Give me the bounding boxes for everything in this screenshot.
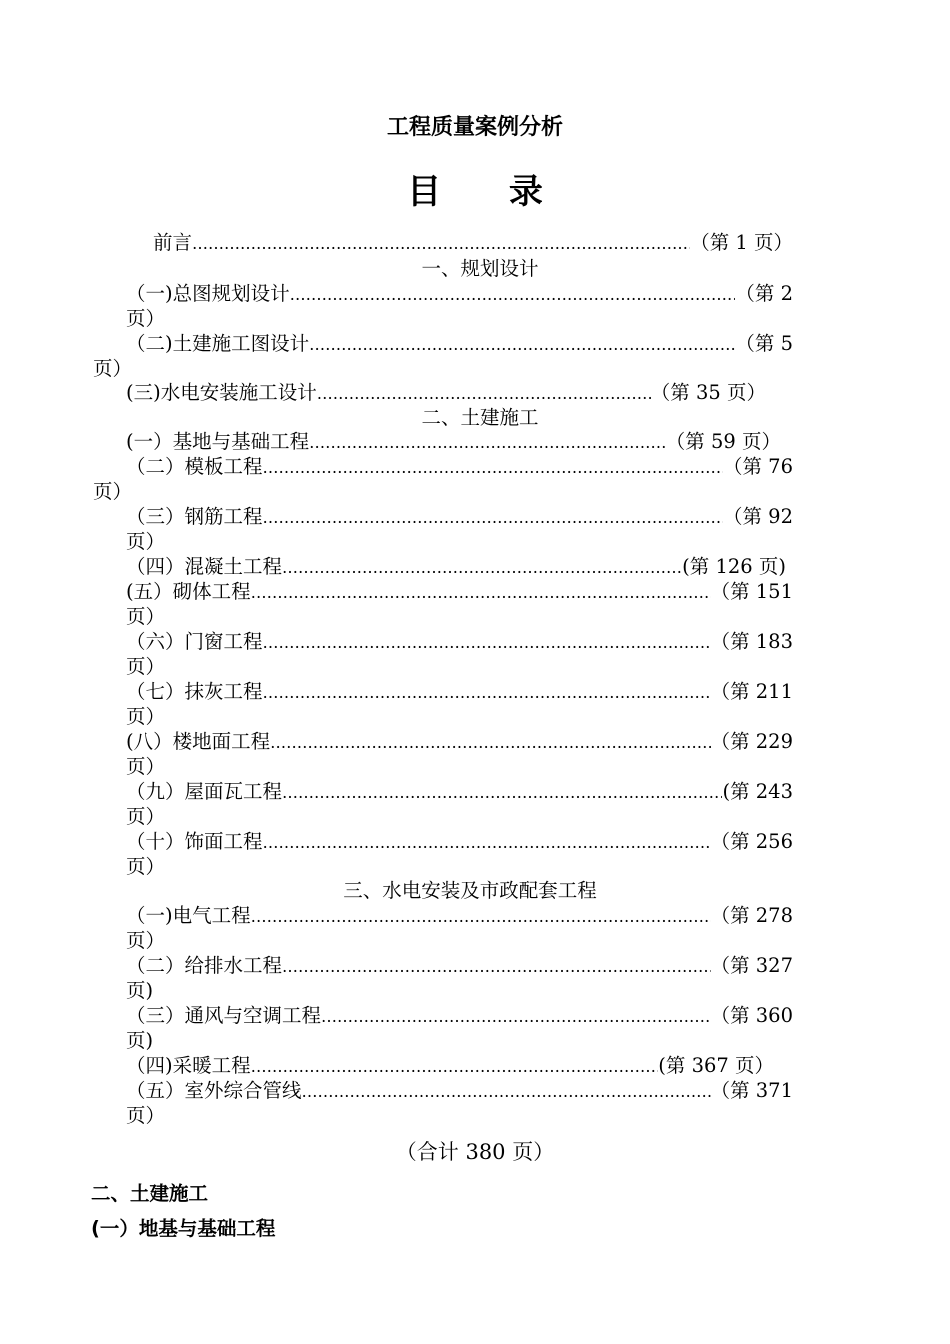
toc-entry-continuation: 页）: [126, 929, 166, 952]
toc-entry-continuation: 页）: [126, 855, 166, 878]
dot-leader: [309, 332, 735, 357]
toc-entry-page: （第 278: [710, 904, 793, 927]
toc-entry-label: （二）给排水工程: [126, 954, 283, 977]
dot-leader: [263, 630, 711, 655]
dot-leader: [251, 1054, 659, 1079]
toc-entry[interactable]: [126, 829, 793, 855]
toc-entry-label: (三)水电安装施工设计: [126, 381, 317, 404]
toc-entry-label: （三）钢筋工程: [126, 505, 263, 528]
document-title: 工程质量案例分析: [386, 115, 563, 140]
toc-entry-page: （第 5: [735, 332, 793, 355]
toc-entry-label: （七）抹灰工程: [126, 680, 263, 703]
dot-leader: [192, 231, 690, 256]
toc-entry-continuation: 页）: [126, 530, 166, 553]
dot-leader: [309, 430, 666, 455]
toc-entry-label: （一)总图规划设计: [126, 282, 290, 305]
toc-entry[interactable]: [126, 729, 793, 755]
toc-entry-label: （二)土建施工图设计: [126, 332, 310, 355]
toc-entry-continuation: 页）: [126, 705, 166, 728]
toc-section-heading: 一、规划设计: [421, 257, 539, 280]
toc-entry-page: （第 256: [710, 830, 793, 853]
toc-entry-label: （四）混凝土工程: [126, 555, 283, 578]
toc-entry-label: （五）室外综合管线: [126, 1079, 302, 1102]
toc-entry[interactable]: [126, 779, 793, 805]
toc-entry-label: (八）楼地面工程: [126, 730, 271, 753]
toc-total: （合计 380 页）: [395, 1140, 555, 1164]
toc-entry-page: （第 183: [710, 630, 793, 653]
toc-entry-label: (一）基地与基础工程: [126, 430, 310, 453]
toc-entry-page: （第 92: [722, 505, 793, 528]
toc-entry[interactable]: [126, 504, 793, 530]
dot-leader: [317, 381, 651, 406]
toc-entry[interactable]: [126, 454, 793, 480]
toc-entry-page: （第 35 页）: [650, 381, 766, 404]
toc-entry-page: （第 76: [722, 455, 793, 478]
toc-entry-continuation: 页）: [126, 307, 166, 330]
dot-leader: [263, 680, 711, 705]
dot-leader: [282, 555, 682, 580]
toc-entry-label: （二）模板工程: [126, 455, 263, 478]
toc-entry-page: （第 327: [710, 954, 793, 977]
dot-leader: [251, 580, 711, 605]
toc-entry-page: （第 2: [735, 282, 793, 305]
dot-leader: [251, 904, 711, 929]
toc-entry-label: (五）砌体工程: [126, 580, 251, 603]
toc-entry-page: (第 367 页）: [658, 1054, 774, 1077]
dot-leader: [263, 505, 723, 530]
toc-entry[interactable]: [126, 380, 766, 406]
toc-entry-continuation: 页）: [126, 805, 166, 828]
toc-entry[interactable]: [126, 679, 793, 705]
toc-entry-page: （第 360: [710, 1004, 793, 1027]
toc-entry-label: （一)电气工程: [126, 904, 251, 927]
toc-entry[interactable]: [126, 281, 793, 307]
body-heading: 二、土建施工: [91, 1182, 209, 1205]
dot-leader: [270, 730, 710, 755]
toc-entry-continuation: 页）: [126, 655, 166, 678]
toc-section-heading: 二、土建施工: [421, 406, 539, 429]
toc-entry-continuation: 页）: [93, 357, 133, 380]
toc-entry[interactable]: [126, 953, 793, 979]
body-subheading: (一）地基与基础工程: [91, 1217, 276, 1240]
toc-entry[interactable]: [126, 331, 793, 357]
toc-entry-page: (第 126 页): [682, 555, 786, 578]
toc-entry-label: 前言: [153, 231, 193, 254]
toc-entry[interactable]: [126, 1003, 793, 1029]
toc-entry-page: （第 211: [710, 680, 793, 703]
toc-entry[interactable]: [126, 429, 781, 455]
dot-leader: [263, 455, 723, 480]
toc-entry[interactable]: [126, 903, 793, 929]
toc-entry-page: （第 371: [710, 1079, 793, 1102]
toc-entry-page: （第 1 页）: [690, 231, 793, 254]
dot-leader: [302, 1079, 711, 1104]
toc-section-heading: 三、水电安装及市政配套工程: [343, 879, 597, 902]
toc-entry-continuation: 页）: [126, 605, 166, 628]
toc-entry-page: (第 243: [722, 780, 793, 803]
toc-entry[interactable]: [126, 1078, 793, 1104]
toc-entry-page: （第 59 页）: [665, 430, 781, 453]
toc-entry-preface[interactable]: [153, 230, 793, 256]
toc-entry-label: （三）通风与空调工程: [126, 1004, 322, 1027]
toc-entry-continuation: 页）: [93, 480, 133, 503]
dot-leader: [321, 1004, 711, 1029]
dot-leader: [290, 282, 736, 307]
toc-entry-continuation: 页）: [126, 1104, 166, 1127]
toc-entry[interactable]: [126, 629, 793, 655]
toc-entry[interactable]: [126, 1053, 774, 1079]
toc-heading: 目 录: [407, 172, 571, 212]
dot-leader: [282, 954, 711, 979]
dot-leader: [282, 780, 722, 805]
toc-entry-continuation: 页）: [126, 755, 166, 778]
toc-entry-label: （六）门窗工程: [126, 630, 263, 653]
toc-entry-label: （十）饰面工程: [126, 830, 263, 853]
toc-entry-continuation: 页): [126, 1029, 154, 1052]
toc-entry[interactable]: [126, 579, 793, 605]
toc-entry-label: （九）屋面瓦工程: [126, 780, 283, 803]
toc-entry-page: （第 151: [710, 580, 793, 603]
toc-entry[interactable]: [126, 554, 786, 580]
toc-entry-continuation: 页): [126, 979, 154, 1002]
toc-entry-label: （四)采暖工程: [126, 1054, 251, 1077]
dot-leader: [263, 830, 711, 855]
toc-entry-page: （第 229: [710, 730, 793, 753]
